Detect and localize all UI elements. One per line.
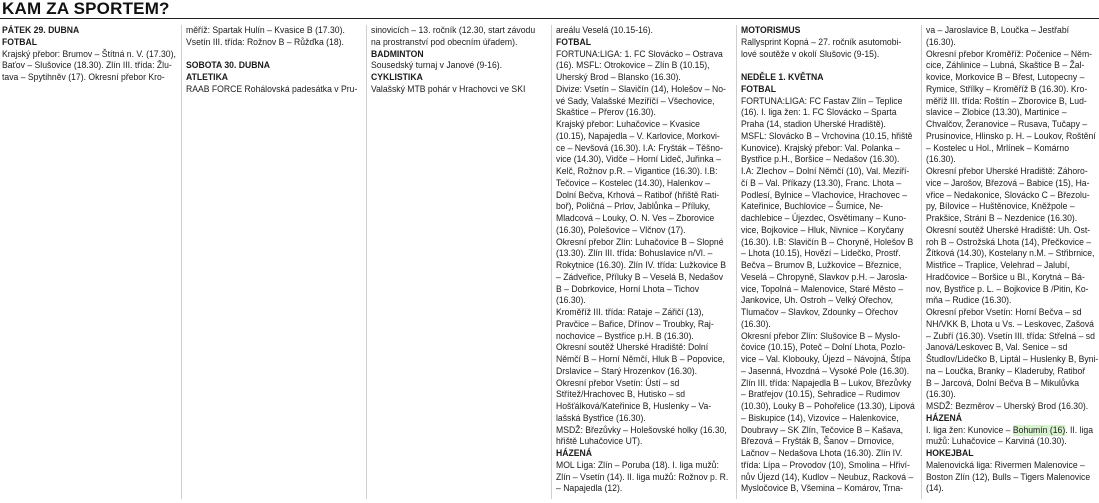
column-separator [921, 25, 922, 499]
column-separator [181, 25, 182, 499]
text-line: Prusinovice, Hlinsko p. H. – Loukov, Roštění [926, 130, 1096, 142]
text-line: – Zádveřice, Příluky B – Veselá B, Nedašov [556, 271, 724, 283]
text-line: dachlebice – Újezdec, Osvětimany – Kuno- [741, 213, 907, 224]
text-line: mužů: Luhačovice – Karviná (10.30). [926, 436, 1067, 448]
text-line: – Bratřejov (10.15), Sehradice – Rudimov [741, 389, 900, 401]
text-line: kovice, Morkovice B – Břest, Lutopecny – [926, 72, 1085, 83]
text-line: Okresní přebor Vsetín: Horní Bečva – sd [926, 307, 1082, 318]
text-line: FORTUNA:LIGA: FC Fastav Zlín – Teplice [741, 95, 903, 107]
text-line: RAAB FORCE Rohálovská padesátka v Pru- [186, 83, 358, 95]
text-line: (14). [926, 483, 944, 495]
text-line: Mysločovice B, Všemina – Komárov, Trna- [741, 483, 904, 495]
text-line: Pravčice – Bařice, Dřínov – Troubky, Raj- [556, 318, 714, 330]
text-line: hřiště Luhačovice UT). [556, 436, 643, 448]
section-heading: MOTORISMUS [741, 25, 801, 36]
column-separator [551, 25, 552, 499]
text-line: Vsetín III. třída: Rožnov B – Růžďka (18). [186, 36, 344, 48]
text-line: Prakšice, Stráni B – Nezdenice (16.30). [926, 213, 1078, 224]
column-4 [556, 25, 734, 495]
text-line: Kroměříž III. třída: Rataje – Zářičí (13), [556, 307, 704, 318]
text-line: MSDŽ: Březůvky – Holešovské holky (16.30, [556, 424, 727, 436]
text-line: Hradčovice – Boršice u Bl., Korytná – Bá- [926, 271, 1085, 283]
text-line: Sousedský turnaj v Janové (9-16). [371, 60, 503, 72]
section-heading: FOTBAL [2, 36, 38, 48]
section-heading: FOTBAL [556, 36, 592, 48]
text-line: cice, Záhlinice – Lubná, Skaštice B – Žal- [926, 60, 1085, 72]
text-line: Rymice, Střílky – Kroměříž B (16.30). Kro- [926, 83, 1088, 95]
text-line: MSFL: Slovácko B – Vrchovina (10.15, hřiště [741, 130, 913, 142]
text-line: Malenovická liga: Rivermen Malenovice – [926, 459, 1085, 471]
text-line: Mladcová – Louky, O. N. Ves – Zborovice [556, 213, 715, 224]
text-line: vice, Topolná – Malenovice, Staré Město – [741, 283, 904, 295]
text-line: Březová – Fryšták B, Šanov – Drnovice, [741, 436, 895, 448]
text-line: (16.30). I.B: Slavičín B – Choryně, Holešov B [741, 236, 914, 248]
text-line: Okresní přebor Uherské Hradiště: Záhoro- [926, 166, 1088, 177]
text-line: lašská Bystřice (16.30). [556, 412, 646, 424]
text-line: Uherský Brod – Blansko (16.30). [556, 72, 681, 83]
text-line: Okresní soutěž Uherské Hradiště: Uh. Ost- [926, 224, 1091, 236]
text-line: (16.30). [926, 36, 956, 48]
text-line: va – Jaroslavice B, Loučka – Jestřabí [926, 25, 1070, 36]
text-line: Tečovice – Kostelec (14.30), Halenkov – [556, 177, 711, 189]
text-line: – Biskupice (14), Vizovice – Halenkovice, [741, 412, 899, 424]
section-heading: HÁZENÁ [926, 412, 962, 424]
text-line: B – Dobrkovice, Horní Lhota – Tichov [556, 283, 700, 295]
text-line: vice – Jarošov, Březová – Babice (15), Ha- [926, 177, 1090, 189]
text-line: nochovice – Bystřice p.H. B (16.30). [556, 330, 694, 342]
text-line: Kateřinice, Buchlovice – Šumice, Ne- [741, 201, 884, 213]
text-line: (16). I. liga žen: 1. FC Slovácko – Sparta [741, 107, 897, 119]
text-line: Chvalčov, Žeranovice – Rusava, Tučapy – [926, 119, 1088, 130]
text-line: Rokytnice (16.30). Zlín IV. třída: Lužkovice B [556, 260, 727, 271]
text-line: Bystřice p.H., Boršice – Nedašov (16.30). [741, 154, 900, 166]
text-line: boř), Poličná – Prlov, Jablůnka – Příluky, [556, 201, 711, 213]
text-line: (16.30). [741, 318, 771, 330]
text-line: Zlín III. třída: Napajedla B – Lukov, Březůvky [741, 377, 912, 389]
text-line: nův Újezd (14), Kudlov – Neubuz, Racková – [741, 471, 914, 483]
text-line: Veselá – Chropyně, Slavkov p.H. – Jarosla- [741, 271, 908, 283]
text-line: Krajský přebor: Luhačovice – Kvasice [556, 119, 700, 130]
text-line: Okresní přebor Zlín: Luhačovice B – Slopné [556, 236, 724, 248]
text-line: Bečva – Brumov B, Lužkovice – Březnice, [741, 260, 902, 271]
text-line: Janová/Leskovec B, Val. Senice – sd [926, 342, 1068, 354]
text-line: Mistřice – Traplice, Velehrad – Jalubí, [926, 260, 1070, 271]
text-line: nov, Bystřice p. L. – Bojkovice B /Pitin, Ko- [926, 283, 1089, 295]
text-line: Tlumačov – Slavkov, Zdounky – Ořechov [741, 307, 898, 318]
text-line: – Lhota (10.15), Hovězí – Lidečko, Prostř. [741, 248, 901, 260]
text-line: Hošťálková/Kateřinice B, Huslenky – Va- [556, 401, 712, 412]
text-line: Okresní přebor Kroměříž: Počenice – Něm- [926, 48, 1093, 60]
text-line: ce – Nevšová (16.30). I.A: Fryšták – Těšno- [556, 142, 723, 154]
text-line: – Jasenná, Hvozdná – Vysoké Pole (16.30). [741, 365, 910, 377]
column-1 [2, 25, 182, 84]
text-line: areálu Veselá (10.15-16). [556, 25, 653, 36]
text-line: Kunovice). Krajský přebor: Val. Polanka – [741, 142, 900, 154]
text-line: tava – Spytihněv (17). Okresní přebor Kro- [2, 72, 165, 83]
text-line: Praha (14, stadion Uherské Hradiště). [741, 119, 886, 130]
text-line [186, 49, 362, 61]
text-line: Okresní soutěž Uherské Hradiště: Dolní [556, 342, 709, 354]
text-line: (16.30). [556, 295, 586, 307]
column-2 [186, 25, 362, 96]
text-line [741, 60, 919, 72]
text-line: Podlesí, Bylnice – Vlachovice, Hrachovec – [741, 189, 908, 201]
section-heading: CYKLISTIKA [371, 72, 423, 83]
text-line: (16). MSFL: Otrokovice – Zlín B (10.15), [556, 60, 710, 72]
text-line: Kelč, Rožnov p.R. – Vigantice (16.30). I.B: [556, 166, 718, 177]
text-line: I. liga žen: Kunovice – Bohumín (16). II. liga [926, 424, 1094, 436]
text-line: py, Bílovice – Huštěnovice, Kněžpole – [926, 201, 1075, 213]
text-line: sinovicích – 13. ročník (12.30, start závodu [371, 25, 536, 36]
page-title: KAM ZA SPORTEM? [2, 0, 170, 18]
text-line: Drslavice – Starý Hrozenkov (16.30). [556, 365, 698, 377]
text-line: Krajský přebor: Brumov – Štítná n. V. (17.30), [2, 48, 176, 60]
text-line: FORTUNA:LIGA: 1. FC Slovácko – Ostrava [556, 48, 723, 60]
text-line: vice (14.30), Vidče – Horní Lideč, Juřinka – [556, 154, 721, 166]
column-separator [736, 25, 737, 499]
text-line: I.A: Zlechov – Dolní Němčí (10), Val. Meziří- [741, 166, 910, 177]
text-line: čí B – Val. Příkazy (13.30), Franc. Lhota – [741, 177, 902, 189]
text-line: vé Sady, Valašské Meziříčí – Všechovice, [556, 95, 715, 107]
text-line: (10.15), Napajedla – V. Karlovice, Morkovi- [556, 130, 720, 142]
text-line: třída: Lípa – Provodov (10), Smolina – Hřiví- [741, 459, 910, 471]
text-line: Divize: Vsetín – Slavičín (14), Holešov – No- [556, 83, 726, 95]
text-line: Jankovice, Uh. Ostroh – Velký Ořechov, [741, 295, 893, 307]
text-line: – Zubří (16.30). Vsetín III. třída: Střelná – sd [926, 330, 1095, 342]
text-line: Dolní Bečva, Krhová – Ratiboř (hřiště Rati- [556, 189, 720, 201]
column-separator [366, 25, 367, 499]
text-line: čovice (10.15), Poteč – Dolní Lhota, Pozlo- [741, 342, 906, 354]
text-line: NH/VKK B, Lhota u Vs. – Leskovec, Zašová [926, 318, 1094, 330]
text-line: – Kostelec u Hol., Mrlínek – Komárno [926, 142, 1070, 154]
text-line: MSDŽ: Bezměrov – Uherský Brod (16.30). [926, 401, 1089, 412]
section-heading: PÁTEK 29. DUBNA [2, 25, 80, 36]
text-line: mňa – Rudice (16.30). [926, 295, 1012, 307]
text-line: Valašský MTB pohár v Hrachovci ve SKI [371, 83, 526, 95]
text-line: lové soutěže v okolí Slušovic (9-15). [741, 48, 880, 60]
text-line: (16.30). [926, 389, 956, 401]
section-heading: HOKEJBAL [926, 448, 974, 459]
text-line: roh B – Ostrožská Lhota (14), Přečkovice – [926, 236, 1092, 248]
column-6 [926, 25, 1099, 495]
text-line: – Napajedla (12). [556, 483, 623, 495]
text-line: Žítková (14.30), Kostelany n.M. – Střibrnice, [926, 248, 1095, 260]
text-line: Skaštice – Přerov (16.30). [556, 107, 656, 119]
text-line: Lačnov – Nedašova Lhota (16.30). Zlín IV. [741, 448, 903, 459]
section-heading: HÁZENÁ [556, 448, 592, 459]
text-line: (16.30), Polešovice – Vlčnov (17). [556, 224, 686, 236]
text-line: Študlov/Lidečko B, Liptál – Huslenky B, Byni- [926, 354, 1099, 365]
text-line: Zlín – Vsetín (14). II. liga mužů: Rožnov p. R. [556, 471, 729, 483]
text-line: MOL Liga: Zlín – Poruba (18). I. liga mužů: [556, 459, 719, 471]
text-line: (13.30). Zlín III. třída: Bohuslavice n/Vl. – [556, 248, 713, 260]
text-line: vřice – Nedakonice, Slovácko C – Březolu- [926, 189, 1090, 201]
text-line: vice, Bojkovice – Hluk, Nivnice – Koryčany [741, 224, 904, 236]
text-line: na prostranství pod obecním úřadem). [371, 36, 518, 48]
section-heading: BADMINTON [371, 48, 424, 60]
text-line: vice – Val. Klobouky, Újezd – Návojná, Štípa [741, 354, 911, 365]
section-heading: NEDĚLE 1. KVĚTNA [741, 72, 824, 83]
section-heading: FOTBAL [741, 83, 777, 95]
text-line: na – Loučka, Branky – Kladeruby, Ratiboř [926, 365, 1086, 377]
text-line: B – Jarcová, Dolní Bečva B – Mikulůvka [926, 377, 1080, 389]
column-3 [371, 25, 549, 96]
text-line: Baťov – Slušovice (18.30). Zlín III. třída: Žlu- [2, 60, 172, 72]
highlighted-text: Bohumín (16) [1012, 424, 1066, 436]
column-5 [741, 25, 919, 495]
text-line: Střítež/Hrachovec B, Hutisko – sd [556, 389, 686, 401]
text-line: Okresní přebor Vsetín: Ústí – sd [556, 377, 680, 389]
text-line: Boston Zlín (12), Bulls – Tigers Malenovice [926, 471, 1091, 483]
text-line: Němčí B – Horní Němčí, Hluk B – Popovice, [556, 354, 725, 365]
title-rule [0, 18, 1099, 19]
text-line: slavice – Zlobice (13.30), Martinice – [926, 107, 1067, 119]
text-line: Rallysprint Kopná – 27. ročník asutomobi- [741, 36, 902, 48]
text-line: měříž: Spartak Hulín – Kvasice B (17.30). [186, 25, 345, 36]
section-heading: ATLETIKA [186, 72, 229, 83]
text-line: (10.30), Louky B – Pohořelice (13.30), Lipová [741, 401, 915, 412]
text-line: (16.30). [926, 154, 956, 166]
text-line: Doubravy – SK Zlín, Tečovice B – Kašava, [741, 424, 904, 436]
text-line: měříž III. třída: Roštín – Zborovice B, Lud- [926, 95, 1087, 107]
text-line: Okresní přebor Zlín: Slušovice B – Myslo- [741, 330, 901, 342]
section-heading: SOBOTA 30. DUBNA [186, 60, 270, 72]
